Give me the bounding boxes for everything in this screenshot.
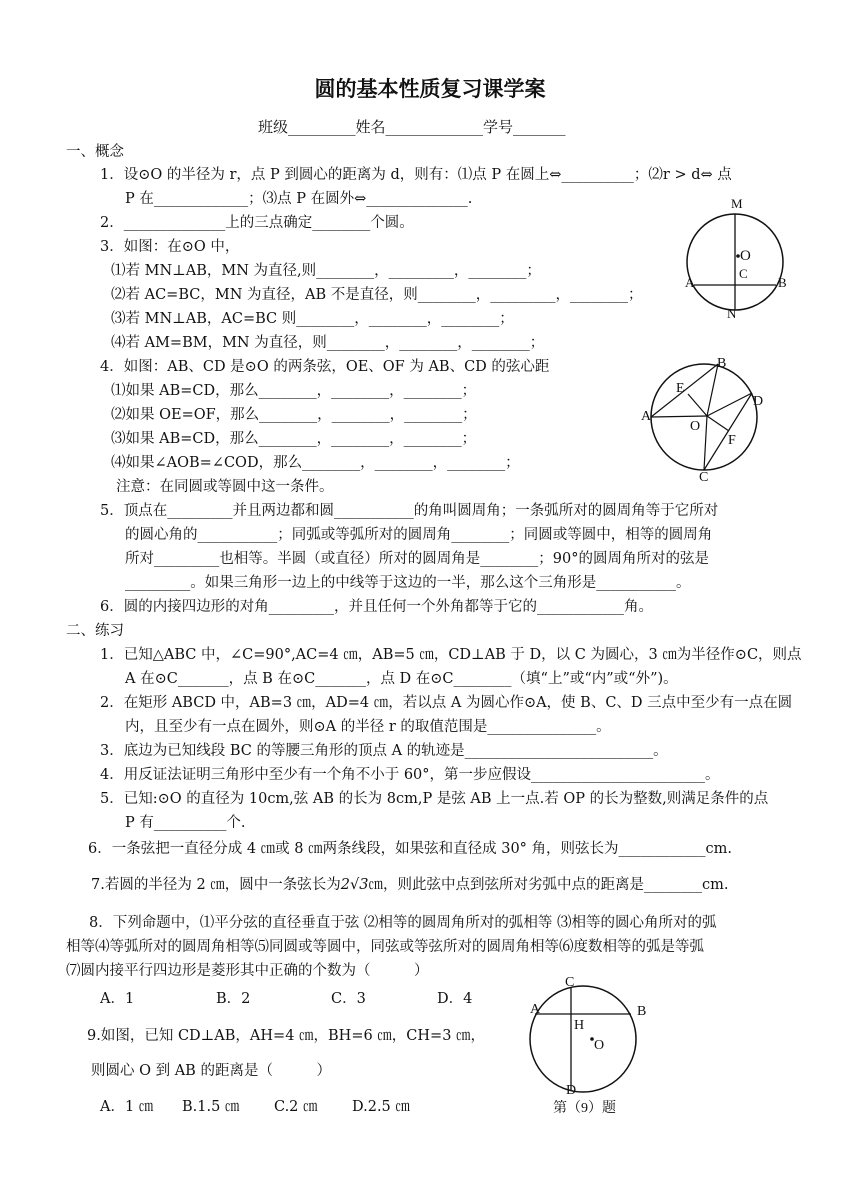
practice-8-line-3: ⑺圆内接平行四边形是菱形其中正确的个数为（ ） bbox=[66, 963, 429, 979]
figure-3-label-b: B bbox=[637, 1004, 647, 1019]
figure-2-label-f: F bbox=[728, 433, 736, 448]
practice-7-text-before: 7.若圆的半径为 2 ㎝，圆中一条弦长为 bbox=[91, 877, 341, 893]
practice-9-line-2: 则圆心 O 到 AB 的距离是（ ） bbox=[91, 1063, 331, 1079]
question-3-item-1: ⑴若 MN⊥AB，MN 为直径,则________，_________，________； bbox=[111, 263, 541, 279]
practice-9-line-1: 9.如图，已知 CD⊥AB，AH=4 ㎝，BH=6 ㎝，CH=3 ㎝， bbox=[87, 1028, 486, 1044]
question-4: 4．如图：AB、CD 是⊙O 的两条弦，OE、OF 为 AB、CD 的弦心距 bbox=[100, 359, 550, 375]
question-1-line-1: 1．设⊙O 的半径为 r，点 P 到圆心的距离为 d，则有：⑴点 P 在圆上⇔__________；⑵r > d⇔ 点 bbox=[100, 167, 732, 183]
question-4-item-1: ⑴如果 AB=CD，那么________，________，________； bbox=[111, 383, 477, 399]
question-5-line-3: 所对_________也相等。半圆（或直径）所对的圆周角是________；90°的圆周角所对的弦是 bbox=[125, 551, 709, 567]
figure-3-circle bbox=[530, 986, 636, 1092]
question-5-line-1: 5．顶点在_________并且两边都和圆___________的角叫圆周角；一条弧所对的圆周角等于它所对 bbox=[100, 503, 719, 519]
practice-8-line-1: 8．下列命题中，⑴平分弦的直径垂直于弦 ⑵相等的圆周角所对的弧相等 ⑶相等的圆心角所对的弧 bbox=[89, 915, 717, 931]
question-3-item-2: ⑵若 AC=BC，MN 为直径，AB 不是直径，则________，_________，________； bbox=[111, 287, 643, 303]
question-4-item-3: ⑶如果 AB=CD，那么________，________，________； bbox=[111, 431, 477, 447]
question-4-item-2: ⑵如果 OE=OF，那么________，________，________； bbox=[111, 407, 477, 423]
practice-8-option-d: D．4 bbox=[437, 991, 473, 1007]
figure-1-label-n: N bbox=[727, 306, 737, 320]
practice-7 bbox=[91, 876, 728, 894]
practice-7-radical: 2√3 bbox=[340, 877, 369, 893]
practice-1-line-2: A 在⊙C_______，点 B 在⊙C_______，点 D 在⊙C________（填“上”或“内”或“外”)。 bbox=[125, 671, 678, 687]
question-2: 2．______________上的三点确定________个圆。 bbox=[100, 215, 414, 231]
section-heading-practice: 二、练习 bbox=[66, 623, 124, 639]
figure-2-label-b: B bbox=[717, 356, 727, 371]
figure-3-label-c: C bbox=[565, 975, 575, 990]
practice-2-line-1: 2．在矩形 ABCD 中，AB=3 ㎝，AD=4 ㎝，若以点 A 为圆心作⊙A，使 B、C、D 三点中至少有一点在圆 bbox=[100, 695, 793, 711]
practice-8-option-a: A．1 bbox=[100, 991, 135, 1007]
practice-9-option-a: A．1 ㎝ bbox=[100, 1099, 154, 1115]
figure-1-circle-diagram bbox=[678, 192, 798, 320]
figure-1-label-c: C bbox=[739, 266, 748, 281]
figure-3-label-h: H bbox=[574, 1018, 585, 1033]
practice-5-line-1: 5．已知:⊙O 的直径为 10cm,弦 AB 的长为 8cm,P 是弦 AB 上一点.若 OP 的长为整数,则满足条件的点 bbox=[100, 791, 769, 807]
figure-1-label-b: B bbox=[778, 275, 787, 290]
practice-2-line-2: 内，且至少有一点在圆外，则⊙A 的半径 r 的取值范围是_______________。 bbox=[125, 719, 611, 735]
practice-6: 6．一条弦把一直径分成 4 ㎝或 8 ㎝两条线段，如果弦和直径成 30° 角，则弦长为____________cm. bbox=[88, 841, 733, 857]
student-info-line: 班级_________姓名_____________学号_______ bbox=[258, 118, 566, 136]
figure-1-label-a: A bbox=[685, 275, 695, 290]
practice-9-option-c: C.2 ㎝ bbox=[274, 1099, 318, 1115]
question-5-line-2: 的圆心角的___________；同弧或等弧所对的圆周角________；同圆或等圆中，相等的圆周角 bbox=[125, 527, 713, 543]
question-4-item-4: ⑷如果∠AOB=∠COD，那么________，________，________； bbox=[111, 455, 520, 471]
practice-9-option-d: D.2.5 ㎝ bbox=[352, 1099, 410, 1115]
practice-9-option-b: B.1.5 ㎝ bbox=[182, 1099, 240, 1115]
figure-1-label-m: M bbox=[731, 196, 743, 211]
figure-3-label-o: O bbox=[594, 1038, 605, 1053]
practice-8-line-2: 相等⑷等弧所对的圆周角相等⑸同圆或等圆中，同弦或等弦所对的圆周角相等⑹度数相等的弧是等弧 bbox=[66, 939, 704, 955]
figure-2-label-e: E bbox=[676, 381, 685, 396]
practice-4: 4．用反证法证明三角形中至少有一个角不小于 60°，第一步应假设________________________。 bbox=[100, 767, 720, 783]
practice-3: 3．底边为已知线段 BC 的等腰三角形的顶点 A 的轨迹是__________________________。 bbox=[100, 743, 668, 759]
question-3: 3．如图：在⊙O 中， bbox=[100, 239, 240, 255]
question-6: 6．圆的内接四边形的对角_________，并且任何一个外角都等于它的____________角。 bbox=[100, 599, 653, 615]
practice-5-line-2: P 有__________个. bbox=[125, 815, 246, 831]
figure-3-circle-diagram bbox=[528, 972, 658, 1120]
practice-8-option-b: B．2 bbox=[216, 991, 251, 1007]
practice-1-line-1: 1．已知△ABC 中，∠C=90°,AC=4 ㎝，AB=5 ㎝，CD⊥AB 于 D，以 C 为圆心，3 ㎝为半径作⊙C，则点 bbox=[100, 647, 802, 663]
question-3-item-4: ⑷若 AM=BM，MN 为直径，则________，________，________； bbox=[111, 335, 545, 351]
page-title: 圆的基本性质复习课学案 bbox=[314, 77, 546, 101]
question-1-line-2: P 在_____________；⑶点 P 在圆外⇔______________. bbox=[125, 191, 473, 207]
section-heading-concepts: 一、概念 bbox=[66, 144, 124, 160]
figure-3-label-d: D bbox=[566, 1083, 577, 1098]
figure-2-label-d: D bbox=[753, 394, 764, 409]
figure-2-label-a: A bbox=[641, 409, 652, 424]
practice-7-text-after: ㎝，则此弦中点到弦所对劣弧中点的距离是________cm. bbox=[368, 877, 729, 893]
note: 注意：在同圆或等圆中这一条件。 bbox=[116, 479, 334, 495]
question-3-item-3: ⑶若 MN⊥AB，AC=BC 则________，________，________； bbox=[111, 311, 514, 327]
figure-1-label-o: O bbox=[740, 248, 751, 264]
practice-8-option-c: C．3 bbox=[331, 991, 366, 1007]
figure-2-label-o: O bbox=[690, 419, 701, 434]
question-5-line-4: _________。如果三角形一边上的中线等于这边的一半，那么这个三角形是___________。 bbox=[125, 575, 691, 591]
figure-3-label-a: A bbox=[530, 1002, 541, 1017]
figure-2-circle-diagram bbox=[632, 350, 772, 486]
figure-3-caption: 第（9）题 bbox=[553, 1101, 616, 1116]
figure-2-label-c: C bbox=[699, 470, 709, 485]
